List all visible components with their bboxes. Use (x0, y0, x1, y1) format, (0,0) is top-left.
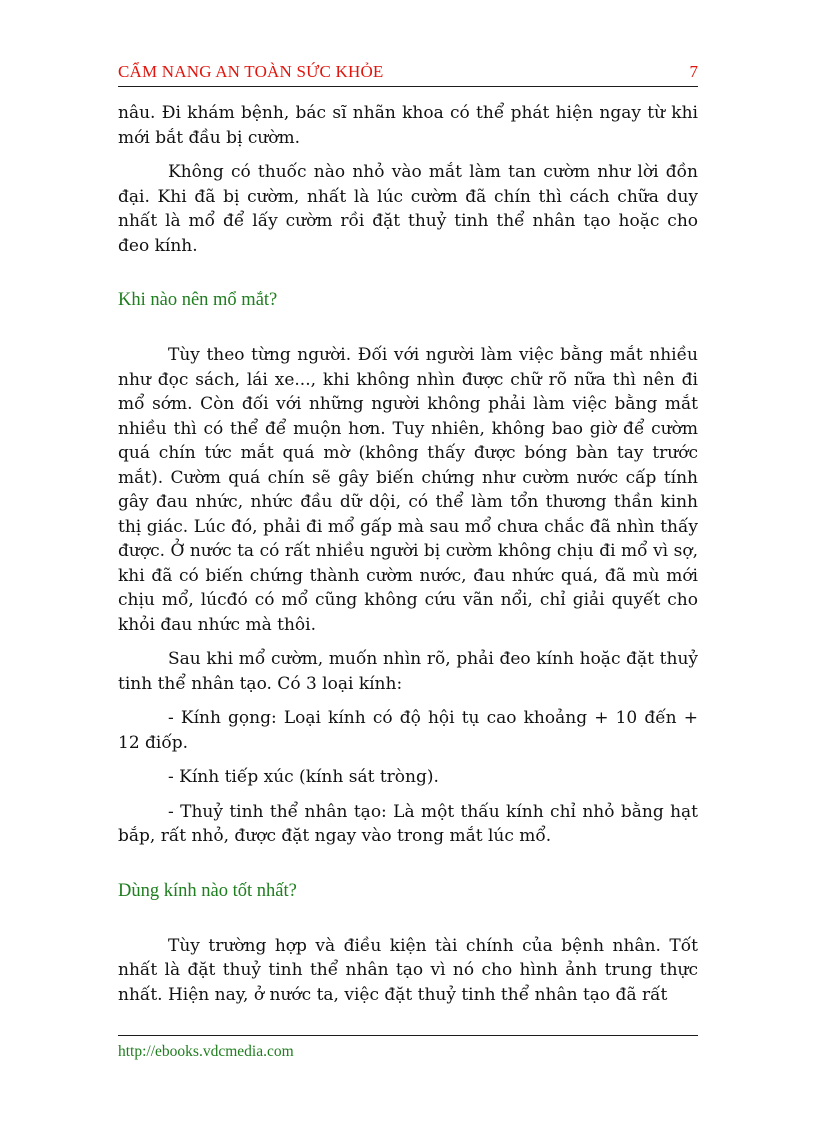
paragraph: Tùy trường hợp và điều kiện tài chính của bệnh nhân. Tốt nhất là đặt thuỷ tinh thể nhân tạo vì nó cho hình ảnh trung thực nhất. Hiện nay, ở nước ta, việc đặt thuỷ tinh thể nhân tạo đã rất (118, 935, 698, 1005)
list-item: - Kính tiếp xúc (kính sát tròng). (168, 767, 439, 787)
page-number: 7 (689, 62, 698, 81)
running-header (118, 62, 698, 88)
page-body (118, 101, 698, 1007)
footer-divider (118, 1035, 698, 1036)
paragraph: Tùy theo từng người. Đối với người làm việc bằng mắt nhiều như đọc sách, lái xe..., khi không nhìn được chữ rõ nữa thì nên đi mổ sớm. Còn đối với những người không phải làm việc bằng mắt nhiều thì có thể để muộn hơn. Tuy nhiên, không bao giờ để cườm quá chín tức mắt quá mờ (không thấy được bóng bàn tay trước mắt). Cườm quá chín sẽ gây biến chứng như cườm nước cấp tính gây đau nhức, nhức đầu dữ dội, có thể làm tổn thương thần kinh thị giác. Lúc đó, phải đi mổ gấp mà sau mổ chưa chắc đã nhìn thấy được. Ở nước ta có rất nhiều người bị cườm không chịu đi mổ vì sợ, khi đã có biến chứng thành cườm nước, đau nhức quá, đã mù mới chịu mổ, lúcđó có mổ cũng không cứu vãn nổi, chỉ giải quyết cho khỏi đau nhức mà thôi. (118, 345, 698, 635)
paragraph-continued: nâu. Đi khám bệnh, bác sĩ nhãn khoa có thể phát hiện ngay từ khi mới bắt đầu bị cườm. (118, 103, 698, 148)
paragraph: Sau khi mổ cườm, muốn nhìn rõ, phải đeo kính hoặc đặt thuỷ tinh thể nhân tạo. Có 3 loại kính: (118, 649, 698, 694)
list-item: - Kính gọng: Loại kính có độ hội tụ cao khoảng + 10 đến + 12 điốp. (118, 708, 698, 753)
list-item: - Thuỷ tinh thể nhân tạo: Là một thấu kính chỉ nhỏ bằng hạt bắp, rất nhỏ, được đặt ngay vào trong mắt lúc mổ. (118, 801, 698, 846)
section-heading: Dùng kính nào tốt nhất? (118, 880, 297, 901)
header-divider (118, 86, 698, 87)
paragraph: Không có thuốc nào nhỏ vào mắt làm tan cườm như lời đồn đại. Khi đã bị cườm, nhất là lúc cườm đã chín thì cách chữa duy nhất là mổ để lấy cườm rồi đặt thuỷ tinh thể nhân tạo hoặc cho đeo kính. (118, 162, 698, 256)
section-heading: Khi nào nên mổ mắt? (118, 290, 278, 310)
book-title: CẨM NANG AN TOÀN SỨC KHỎE (118, 62, 384, 81)
footer-url-link[interactable]: http://ebooks.vdcmedia.com (118, 1043, 294, 1060)
